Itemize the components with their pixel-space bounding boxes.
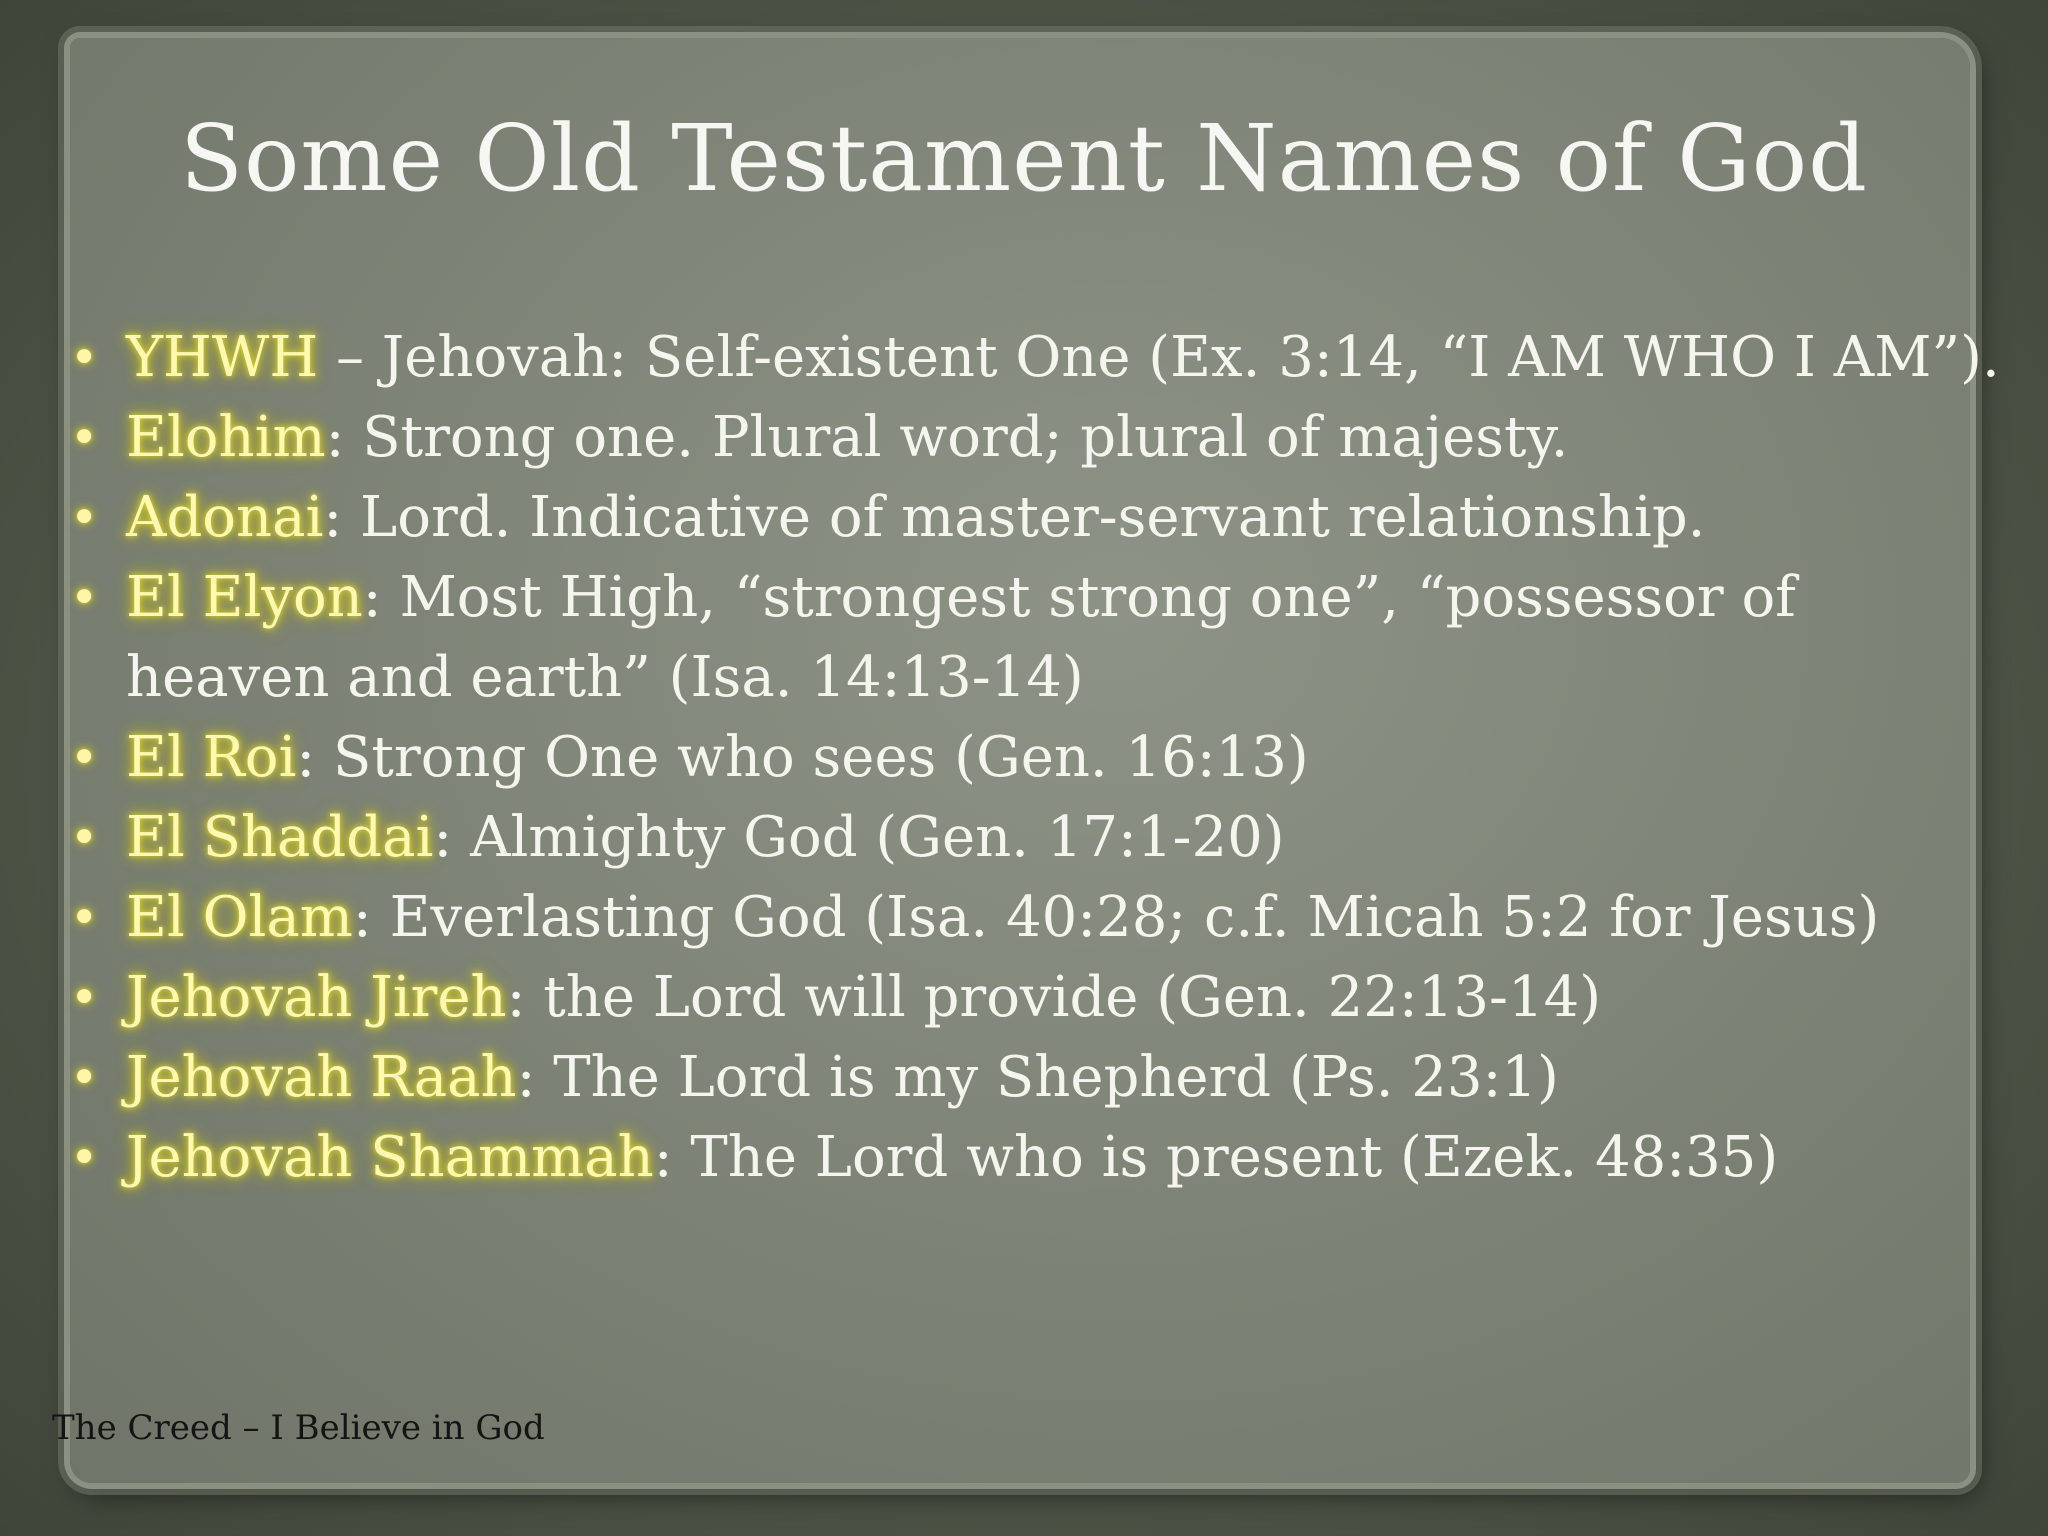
- names-list: [70, 318, 2000, 1198]
- list-item-text: [126, 718, 2000, 798]
- divine-name: Jehovah Jireh: [126, 965, 507, 1030]
- divine-name: Jehovah Raah: [126, 1045, 517, 1110]
- bullet-icon: •: [70, 890, 99, 946]
- name-description: : the Lord will provide (Gen. 22:13-14): [506, 965, 1602, 1030]
- list-item-text: [126, 558, 2000, 718]
- divine-name: El Olam: [126, 885, 353, 950]
- divine-name: Adonai: [126, 485, 324, 550]
- bullet-icon: •: [70, 490, 99, 546]
- bullet-icon: •: [70, 1130, 99, 1186]
- bullet-icon: •: [70, 970, 99, 1026]
- list-item: [70, 398, 2000, 478]
- list-item: [70, 318, 2000, 398]
- name-description: : Lord. Indicative of master-servant relationship.: [323, 485, 1706, 550]
- slide-title: Some Old Testament Names of God: [179, 105, 1869, 212]
- name-description: : Everlasting God (Isa. 40:28; c.f. Micah 5:2 for Jesus): [352, 885, 1880, 950]
- divine-name: El Elyon: [126, 565, 363, 630]
- divine-name: El Roi: [126, 725, 297, 790]
- list-item: [70, 798, 2000, 878]
- name-description: – Jehovah: Self-existent One (Ex. 3:14, “I AM WHO I AM”).: [318, 325, 2000, 390]
- divine-name: Jehovah Shammah: [126, 1125, 654, 1190]
- list-item: [70, 1038, 2000, 1118]
- list-item-text: [126, 1118, 2000, 1198]
- list-item-text: [126, 318, 2000, 398]
- list-item-text: [126, 478, 2000, 558]
- divine-name: El Shaddai: [126, 805, 434, 870]
- name-description: : Most High, “strongest strong one”, “possessor of heaven and earth” (Isa. 14:13-14): [126, 565, 1796, 710]
- bullet-icon: •: [70, 330, 99, 386]
- list-item: [70, 1118, 2000, 1198]
- list-item: [70, 878, 2000, 958]
- list-item: [70, 718, 2000, 798]
- list-item: [70, 558, 2000, 718]
- list-item-text: [126, 798, 2000, 878]
- list-item-text: [126, 958, 2000, 1038]
- name-description: : Strong One who sees (Gen. 16:13): [296, 725, 1309, 790]
- list-item-text: [126, 398, 2000, 478]
- bullet-icon: •: [70, 410, 99, 466]
- bullet-icon: •: [70, 570, 99, 626]
- divine-name: Elohim: [126, 405, 326, 470]
- name-description: : Almighty God (Gen. 17:1-20): [433, 805, 1285, 870]
- name-description: : The Lord is my Shepherd (Ps. 23:1): [516, 1045, 1559, 1110]
- list-item-text: [126, 1038, 2000, 1118]
- bullet-icon: •: [70, 1050, 99, 1106]
- name-description: : Strong one. Plural word; plural of majesty.: [325, 405, 1569, 470]
- list-item-text: [126, 878, 2000, 958]
- list-item: [70, 958, 2000, 1038]
- name-description: : The Lord who is present (Ezek. 48:35): [653, 1125, 1779, 1190]
- list-item: [70, 478, 2000, 558]
- bullet-icon: •: [70, 730, 99, 786]
- divine-name: YHWH: [126, 325, 319, 390]
- bullet-icon: •: [70, 810, 99, 866]
- slide-footer: The Creed – I Believe in God: [52, 1408, 545, 1448]
